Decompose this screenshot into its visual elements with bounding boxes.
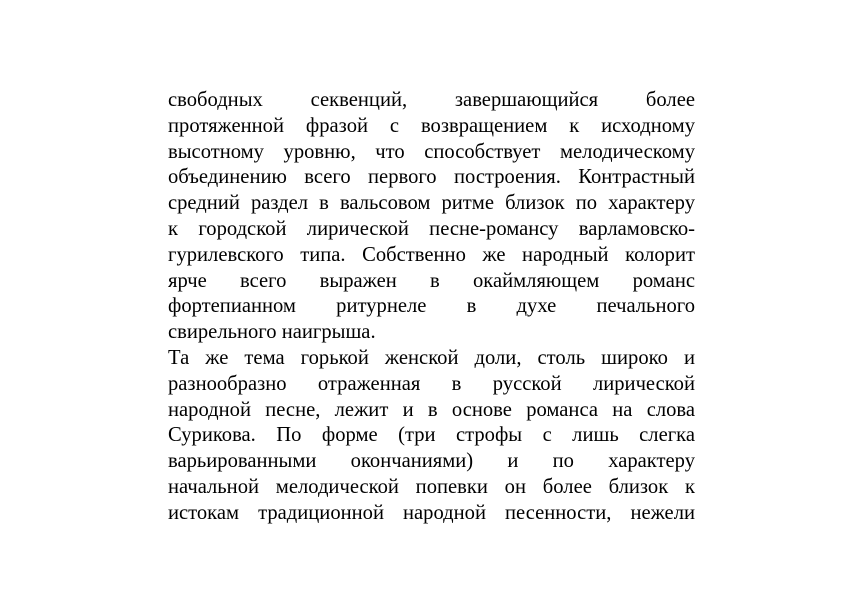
text-line: свирельного наигрыша. <box>168 321 376 344</box>
text-line: варьированными окончаниями) и по характеру <box>168 450 695 473</box>
text-line: объединению всего первого построения. Контрастный <box>168 166 695 189</box>
text-line: ярче всего выражен в окаймляющем романс <box>168 269 695 292</box>
text-line: народной песне, лежит и в основе романса на слова <box>168 398 695 421</box>
text-line: истокам традиционной народной песенности, нежели <box>168 501 695 524</box>
paragraph-2 <box>168 346 695 527</box>
text-line: средний раздел в вальсовом ритме близок по характеру <box>168 192 695 215</box>
text-line: Сурикова. По форме (три строфы с лишь слегка <box>168 424 695 447</box>
text-line: высотному уровню, что способствует мелодическому <box>168 140 695 163</box>
text-line: протяженной фразой с возвращением к исходному <box>168 114 695 137</box>
text-line: начальной мелодической попевки он более близок к <box>168 475 695 498</box>
paragraph-1 <box>168 88 695 346</box>
text-line: к городской лирической песне-романсу варламовско- <box>168 217 695 240</box>
text-line: Та же тема горькой женской доли, столь широко и <box>168 346 695 369</box>
text-line: фортепианном ритурнеле в духе печального <box>168 295 695 318</box>
text-line: свободных секвенций, завершающийся более <box>168 89 695 111</box>
text-line: гурилевского типа. Собственно же народный колорит <box>168 243 695 266</box>
text-line: разнообразно отраженная в русской лирической <box>168 372 695 395</box>
body-text <box>168 88 695 527</box>
